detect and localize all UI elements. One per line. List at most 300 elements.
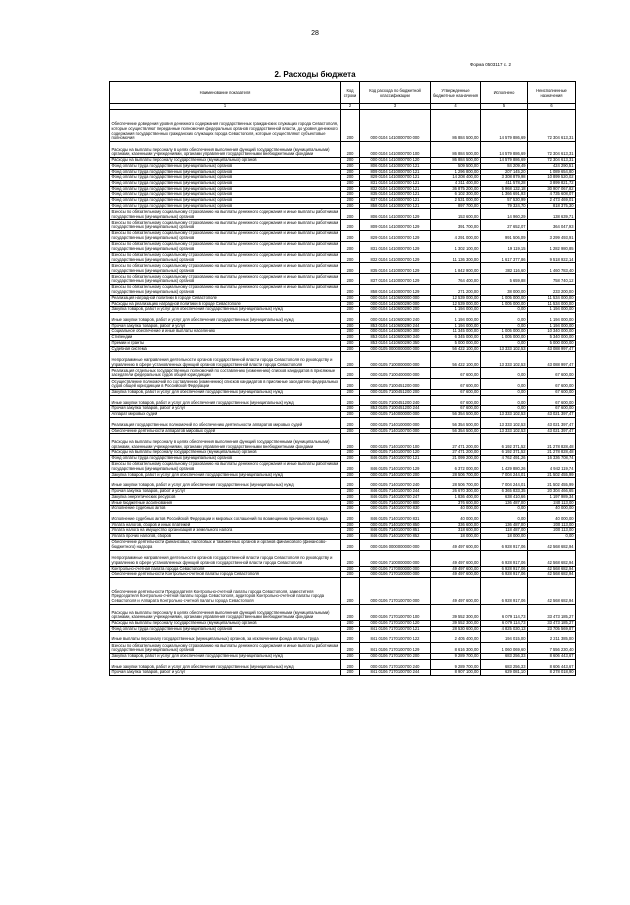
row-done: 411 578,28 — [481, 180, 528, 186]
row-done: 6 928 917,06 — [481, 578, 528, 605]
table-row — [110, 241, 576, 252]
form-label: Форма 0503117 с. 2 — [470, 62, 511, 67]
row-plan: 1 836 400,00 — [431, 494, 481, 500]
row-name: Социальное обеспечение и иные выплаты населению — [110, 329, 341, 335]
row-done: 18 000,00 — [481, 534, 528, 540]
row-kbk: 841 0106 7170100700 122 — [360, 632, 431, 643]
row-name: Реализация государственных полномочий по обеспечению деятельности аппаратов мировых судей — [110, 417, 341, 428]
table-row — [110, 659, 576, 670]
row-kbk: 809 0104 1410000700 129 — [360, 220, 431, 231]
row-plan: 391 700,00 — [431, 220, 481, 231]
row-code: 200 — [341, 169, 360, 175]
row-kbk: 000 0104 1410600290 300 — [360, 329, 431, 335]
row-done: 136 487,00 — [481, 500, 528, 506]
row-code: 200 — [341, 163, 360, 169]
row-rest: 5 000 000,00 — [528, 340, 576, 346]
row-done: 207 145,20 — [481, 169, 528, 175]
row-kbk: 000 0105 7140100000 000 — [360, 417, 431, 428]
table-row — [110, 263, 576, 274]
row-kbk: 000 0104 1410000700 120 — [360, 158, 431, 164]
header-done: Исполнено — [481, 82, 528, 104]
row-code: 200 — [341, 241, 360, 252]
row-rest: 43 021 397,47 — [528, 428, 576, 434]
row-done: 0,00 — [481, 379, 528, 390]
row-name: Иные закупки товаров, работ и услуг для обеспечения государственных (муниципальных) нужд — [110, 395, 341, 406]
row-kbk: 841 0106 7170100700 121 — [360, 626, 431, 632]
header-plan: Утвержденные бюджетные назначения — [431, 82, 481, 104]
row-plan: 49 497 600,00 — [431, 566, 481, 572]
row-kbk: 000 0106 0000000000 000 — [360, 539, 431, 550]
row-plan: 86 884 500,00 — [431, 158, 481, 164]
row-rest: 23 705 569,87 — [528, 626, 576, 632]
row-kbk: 000 0105 7140100700 200 — [360, 472, 431, 478]
row-done: 57 530,99 — [481, 198, 528, 204]
row-kbk: 835 0104 1410000700 121 — [360, 192, 431, 198]
row-kbk: 841 0106 7170100700 244 — [360, 670, 431, 676]
row-code: 200 — [341, 263, 360, 274]
row-kbk: 832 0104 1410000700 129 — [360, 252, 431, 263]
row-done: 1 005 000,00 — [481, 301, 528, 307]
row-done: 683 256,33 — [481, 653, 528, 659]
row-code: 200 — [341, 620, 360, 626]
row-name: Премии и гранты — [110, 340, 341, 346]
row-done: 1 005 000,00 — [481, 335, 528, 341]
row-done: 19 119,15 — [481, 241, 528, 252]
row-plan: 56 354 500,00 — [431, 428, 481, 434]
row-code: 200 — [341, 368, 360, 379]
row-code: 200 — [341, 539, 360, 550]
row-code: 200 — [341, 417, 360, 428]
header-code: Код строки — [341, 82, 360, 104]
row-name: Исполнение судебных актов — [110, 506, 341, 512]
row-rest: 9 518 922,14 — [528, 252, 576, 263]
row-rest: 42 568 682,94 — [528, 539, 576, 550]
row-plan: 11 345 000,00 — [431, 329, 481, 335]
row-code: 200 — [341, 323, 360, 329]
row-kbk: 858 0104 1410000700 121 — [360, 203, 431, 209]
row-kbk: 000 0104 1410600000 000 — [360, 295, 431, 301]
row-plan: 67 600,00 — [431, 368, 481, 379]
row-code: 200 — [341, 312, 360, 323]
header-name: Наименование показателя — [110, 82, 341, 104]
row-done: 1 060 069,60 — [481, 643, 528, 654]
row-name: Уплата налогов, сборов и иных платежей — [110, 522, 341, 528]
row-plan: 28 506 700,00 — [431, 472, 481, 478]
row-name: Закупка товаров, работ и услуг для обеспечения государственных (муниципальных) нужд — [110, 472, 341, 478]
row-name: Взносы по обязательному социальному страхованию на выплаты денежного содержания и иные выплаты работникам государственных (муниципальных) органов — [110, 231, 341, 242]
row-kbk: 000 0104 1410600290 240 — [360, 312, 431, 323]
row-code: 200 — [341, 522, 360, 528]
row-rest: 42 568 682,94 — [528, 550, 576, 566]
row-plan: 56 354 500,00 — [431, 417, 481, 428]
table-row — [110, 312, 576, 323]
row-code: 200 — [341, 307, 360, 313]
row-done: 6 192 371,52 — [481, 434, 528, 450]
row-kbk: 858 0104 1410000700 129 — [360, 285, 431, 296]
row-code: 200 — [341, 395, 360, 406]
row-rest: 10 899 520,02 — [528, 175, 576, 181]
row-kbk: 000 0106 7170100700 000 — [360, 578, 431, 605]
row-code: 200 — [341, 110, 360, 142]
row-plan: 6 372 000,00 — [431, 461, 481, 472]
row-rest: 43 021 397,47 — [528, 412, 576, 418]
row-done: 0,00 — [481, 368, 528, 379]
row-kbk: 000 0106 7170100700 200 — [360, 653, 431, 659]
row-done: 6 365 833,35 — [481, 489, 528, 495]
row-name: Аппарат мировых судей — [110, 412, 341, 418]
row-name: Взносы по обязательному социальному страхованию на выплаты денежного содержания и иные выплаты работникам государственных (муниципальных) органов — [110, 285, 341, 296]
row-plan: 1 194 000,00 — [431, 312, 481, 323]
row-plan: 56 422 100,00 — [431, 352, 481, 368]
row-plan: 764 400,00 — [431, 274, 481, 285]
row-code: 200 — [341, 186, 360, 192]
row-rest: 43 088 997,47 — [528, 352, 576, 368]
row-rest: 67 600,00 — [528, 379, 576, 390]
row-plan: 56 354 500,00 — [431, 412, 481, 418]
row-rest: 30 907 067,82 — [528, 186, 576, 192]
row-kbk: 000 0106 7170100700 120 — [360, 620, 431, 626]
row-plan: 12 539 000,00 — [431, 295, 481, 301]
row-done: 0,00 — [481, 307, 528, 313]
row-kbk: 000 0105 7140100700 100 — [360, 434, 431, 450]
row-plan: 1 842 900,00 — [431, 263, 481, 274]
table-row — [110, 252, 576, 263]
row-name: Взносы по обязательному социальному страхованию на выплаты денежного содержания и иные выплаты работникам государственных (муниципальных) органов — [110, 643, 341, 654]
row-rest: 200 113,00 — [528, 528, 576, 534]
row-code: 200 — [341, 659, 360, 670]
row-rest: 240 113,00 — [528, 500, 576, 506]
row-plan: 18 000,00 — [431, 534, 481, 540]
row-plan: 40 000,00 — [431, 511, 481, 522]
row-name: Иные закупки товаров, работ и услуг для обеспечения государственных (муниципальных) нужд — [110, 478, 341, 489]
row-name: Обеспечение доведения уровня денежного содержания государственных гражданских служащих города Севастополя, которые осуществляют переданные полномочия федеральных органов государственной власти, до уровня денежного содержания государственных гражданских служащих города Севастополя, которые осуществляют субъектовые полномочия — [110, 110, 341, 142]
row-code: 200 — [341, 192, 360, 198]
row-done: 3 308 879,98 — [481, 175, 528, 181]
row-name: Расходы на выплаты персоналу государственных (муниципальных) органов — [110, 158, 341, 164]
row-plan: 56 422 100,00 — [431, 346, 481, 352]
row-code: 200 — [341, 626, 360, 632]
row-code: 200 — [341, 295, 360, 301]
row-rest: 2 211 385,00 — [528, 632, 576, 643]
row-kbk: 846 0105 7140100700 851 — [360, 528, 431, 534]
row-plan: 67 600,00 — [431, 406, 481, 412]
row-plan: 27 471 200,00 — [431, 434, 481, 450]
row-plan: 21 099 200,00 — [431, 456, 481, 462]
row-kbk: 832 0104 1410000700 121 — [360, 186, 431, 192]
row-done: 683 256,33 — [481, 659, 528, 670]
col-index: 6 — [528, 104, 576, 110]
row-rest: 758 740,12 — [528, 274, 576, 285]
row-rest: 0,00 — [528, 534, 576, 540]
row-plan: 9 289 700,00 — [431, 653, 481, 659]
row-done: 0,00 — [481, 312, 528, 323]
table-row — [110, 142, 576, 158]
row-rest: 43 021 397,47 — [528, 417, 576, 428]
row-done: 991 506,09 — [481, 231, 528, 242]
row-rest: 42 568 682,94 — [528, 578, 576, 605]
row-plan: 67 600,00 — [431, 379, 481, 390]
row-code: 200 — [341, 550, 360, 566]
row-plan: 376 600,00 — [431, 500, 481, 506]
row-done: 13 333 102,53 — [481, 428, 528, 434]
row-plan: 6 102 300,00 — [431, 192, 481, 198]
row-done: 13 333 102,53 — [481, 346, 528, 352]
row-code: 200 — [341, 406, 360, 412]
row-done: 27 652,07 — [481, 220, 528, 231]
row-code: 200 — [341, 450, 360, 456]
row-rest: 3 299 493,91 — [528, 231, 576, 242]
row-kbk: 831 0104 1410000700 129 — [360, 241, 431, 252]
row-kbk: 846 0105 7140100700 121 — [360, 456, 431, 462]
row-kbk: 000 0105 7140000000 000 — [360, 412, 431, 418]
row-rest: 1 089 654,80 — [528, 169, 576, 175]
row-rest: 8 278 018,90 — [528, 670, 576, 676]
row-kbk: 000 0106 7170100000 000 — [360, 572, 431, 578]
row-plan: 8 907 100,00 — [431, 670, 481, 676]
row-done: 5 659,88 — [481, 274, 528, 285]
row-name: Прочая закупка товаров, работ и услуг — [110, 489, 341, 495]
row-plan: 8 616 300,00 — [431, 643, 481, 654]
row-code: 200 — [341, 379, 360, 390]
row-kbk: 837 0104 1410000700 129 — [360, 274, 431, 285]
row-done: 13 333 102,53 — [481, 412, 528, 418]
table-row — [110, 368, 576, 379]
expenses-table — [109, 81, 576, 676]
row-rest: 8 606 443,67 — [528, 659, 576, 670]
table-row — [110, 231, 576, 242]
row-plan: 153 600,00 — [431, 209, 481, 220]
row-kbk: 000 0104 1410000700 100 — [360, 142, 431, 158]
row-done: 6 928 917,06 — [481, 572, 528, 578]
page-number: 28 — [311, 30, 319, 37]
row-rest: 1 197 989,34 — [528, 494, 576, 500]
row-plan: 40 000,00 — [431, 506, 481, 512]
table-row — [110, 285, 576, 296]
row-rest: 10 340 000,00 — [528, 329, 576, 335]
row-code: 200 — [341, 500, 360, 506]
row-done: 638 410,66 — [481, 494, 528, 500]
row-rest: 21 278 828,48 — [528, 434, 576, 450]
row-plan: 39 552 300,00 — [431, 620, 481, 626]
col-index: 4 — [431, 104, 481, 110]
row-kbk: 000 0105 7100451200 240 — [360, 395, 431, 406]
row-rest: 200 113,00 — [528, 522, 576, 528]
table-row — [110, 209, 576, 220]
row-done: 0,00 — [481, 395, 528, 406]
row-rest: 5 340 000,00 — [528, 335, 576, 341]
row-code: 200 — [341, 412, 360, 418]
row-done: 4 825 030,13 — [481, 626, 528, 632]
row-done: 118 487,00 — [481, 528, 528, 534]
row-name: Реализация наградной политики в городе Севастополе — [110, 295, 341, 301]
row-rest: 4 735 608,07 — [528, 192, 576, 198]
row-name: Стипендии — [110, 335, 341, 341]
row-code: 200 — [341, 632, 360, 643]
row-code: 200 — [341, 578, 360, 605]
row-rest: 818 375,30 — [528, 203, 576, 209]
row-done: 6 928 917,06 — [481, 539, 528, 550]
row-name: Иные выплаты персоналу государственных (муниципальных) органов, за исключением фонда оплаты труда — [110, 632, 341, 643]
row-rest: 67 600,00 — [528, 406, 576, 412]
row-plan: 318 600,00 — [431, 528, 481, 534]
row-rest: 20 304 466,65 — [528, 489, 576, 495]
row-plan: 509 500,00 — [431, 163, 481, 169]
row-plan: 86 884 500,00 — [431, 110, 481, 142]
row-done: 0,00 — [481, 323, 528, 329]
row-name: Фонд оплаты труда государственных (муниципальных) органов — [110, 626, 341, 632]
row-kbk: 835 0104 1410000700 129 — [360, 263, 431, 274]
row-kbk: 000 0105 7140100700 120 — [360, 450, 431, 456]
row-name: Расходы на выплаты персоналу в целях обеспечения выполнения функций государственными (муниципальными) органами, казенными учреждениями, органами управления государственными внебюджетными фондами — [110, 434, 341, 450]
row-code: 200 — [341, 252, 360, 263]
row-done: 13 333 102,53 — [481, 417, 528, 428]
row-name: Обеспечение деятельности Председателя Контрольно-счетной палаты города Севастополя, заместителя Председателя Контрольно-счетной палаты города Севастополя, аудиторов Контрольно-счетной палаты города Севастополя и Аппарата Контрольно-счетной палаты города Севастополя — [110, 578, 341, 605]
row-code: 200 — [341, 670, 360, 676]
row-rest: 21 502 455,99 — [528, 472, 576, 478]
row-rest: 67 600,00 — [528, 389, 576, 395]
page-title: 2. Расходы бюджета — [274, 70, 356, 79]
row-name: Иные бюджетные ассигнования — [110, 500, 341, 506]
row-done: 6 079 114,73 — [481, 620, 528, 626]
row-code: 200 — [341, 301, 360, 307]
row-code: 200 — [341, 389, 360, 395]
row-done: 7 004 244,01 — [481, 478, 528, 489]
row-done: 6 192 371,52 — [481, 450, 528, 456]
row-name: Расходы на выплаты персоналу в целях обеспечения выполнения функций государственными (муниципальными) органами, казенными учреждениями, органами управления государственными внебюджетными фондами — [110, 604, 341, 620]
row-rest: 40 000,00 — [528, 506, 576, 512]
row-code: 200 — [341, 203, 360, 209]
row-plan: 39 552 300,00 — [431, 604, 481, 620]
row-name: Фонд оплаты труда государственных (муниципальных) органов — [110, 203, 341, 209]
row-kbk: 841 0106 7170100700 129 — [360, 643, 431, 654]
row-name: Закупка энергетических ресурсов — [110, 494, 341, 500]
row-name: Расходы на выплаты персоналу в целях обеспечения выполнения функций государственными (муниципальными) органами, казенными учреждениями, органами управления государственными внебюджетными фондами — [110, 142, 341, 158]
row-done: 14 579 886,69 — [481, 142, 528, 158]
row-code: 200 — [341, 653, 360, 659]
row-plan: 271 200,00 — [431, 285, 481, 296]
table-row — [110, 417, 576, 428]
row-done: 136 487,00 — [481, 522, 528, 528]
row-name: Фонд оплаты труда государственных (муниципальных) органов — [110, 180, 341, 186]
row-name: Обеспечение деятельности Контрольно-счетной палаты города Севастополя — [110, 572, 341, 578]
row-name: Закупка товаров, работ и услуг для обеспечения государственных (муниципальных) нужд — [110, 389, 341, 395]
row-code: 200 — [341, 456, 360, 462]
row-rest: 67 600,00 — [528, 368, 576, 379]
table-row — [110, 110, 576, 142]
row-code: 200 — [341, 604, 360, 620]
table-row — [110, 511, 576, 522]
row-rest: 43 088 997,47 — [528, 346, 576, 352]
row-rest: 42 568 682,94 — [528, 566, 576, 572]
row-rest: 21 502 455,99 — [528, 478, 576, 489]
table-row — [110, 632, 576, 643]
row-done: 0,00 — [481, 406, 528, 412]
row-rest: 1 194 000,00 — [528, 323, 576, 329]
row-rest: 7 556 230,40 — [528, 643, 576, 654]
row-name: Взносы по обязательному социальному страхованию на выплаты денежного содержания и иные выплаты работникам государственных (муниципальных) органов — [110, 252, 341, 263]
row-plan: 2 405 400,00 — [431, 632, 481, 643]
row-kbk: 846 0105 7140100700 831 — [360, 511, 431, 522]
row-name: Взносы по обязательному социальному страхованию на выплаты денежного содержания и иные выплаты работникам государственных (муниципальных) органов — [110, 461, 341, 472]
row-name: Фонд оплаты труда государственных (муниципальных) органов — [110, 163, 341, 169]
row-done: 629 081,10 — [481, 670, 528, 676]
row-done: 79 324,70 — [481, 203, 528, 209]
row-plan: 4 291 000,00 — [431, 231, 481, 242]
row-rest: 40 000,00 — [528, 511, 576, 522]
row-rest: 72 304 613,31 — [528, 110, 576, 142]
row-done: 5 968 132,18 — [481, 186, 528, 192]
header-kbk: Код расхода по бюджетной классификации — [360, 82, 431, 104]
col-index: 3 — [360, 104, 431, 110]
row-kbk: 829 0104 1410000700 129 — [360, 231, 431, 242]
row-code: 200 — [341, 220, 360, 231]
row-code: 200 — [341, 506, 360, 512]
row-code: 200 — [341, 329, 360, 335]
row-name: Прочая закупка товаров, работ и услуг — [110, 323, 341, 329]
row-plan: 49 497 600,00 — [431, 539, 481, 550]
row-rest: 1 194 000,00 — [528, 312, 576, 323]
row-plan: 897 700,00 — [431, 203, 481, 209]
row-rest: 364 047,93 — [528, 220, 576, 231]
row-kbk: 000 0105 7100451200 000 — [360, 379, 431, 390]
row-kbk: 853 0104 1410600290 350 — [360, 340, 431, 346]
row-code: 200 — [341, 434, 360, 450]
row-kbk: 806 0104 1410000700 121 — [360, 163, 431, 169]
row-code: 200 — [341, 494, 360, 500]
row-done: 194 015,00 — [481, 632, 528, 643]
row-kbk: 837 0104 1410000700 121 — [360, 198, 431, 204]
row-plan: 1 302 100,00 — [431, 241, 481, 252]
table-row — [110, 539, 576, 550]
row-done: 1 366 691,93 — [481, 192, 528, 198]
row-name: Взносы по обязательному социальному страхованию на выплаты денежного содержания и иные выплаты работникам государственных (муниципальных) органов — [110, 220, 341, 231]
row-kbk: 846 0105 7140100700 129 — [360, 461, 431, 472]
row-kbk: 000 0104 1410000700 000 — [360, 110, 431, 142]
table-row — [110, 395, 576, 406]
row-plan: 336 600,00 — [431, 522, 481, 528]
row-kbk: 853 0104 1410600290 244 — [360, 323, 431, 329]
row-plan: 1 194 000,00 — [431, 323, 481, 329]
row-name: Обеспечение деятельности аппаратов мировых судей — [110, 428, 341, 434]
row-rest: 11 534 000,00 — [528, 295, 576, 301]
row-kbk: 000 0106 7170100700 100 — [360, 604, 431, 620]
row-done: 14 579 886,69 — [481, 110, 528, 142]
row-name: Закупка товаров, работ и услуг для обеспечения государственных (муниципальных) нужд — [110, 653, 341, 659]
row-code: 200 — [341, 428, 360, 434]
header-rest: Неисполненные назначения — [528, 82, 576, 104]
row-code: 200 — [341, 643, 360, 654]
row-done: 13 333 102,53 — [481, 352, 528, 368]
row-plan: 26 670 300,00 — [431, 489, 481, 495]
row-name: Взносы по обязательному социальному страхованию на выплаты денежного содержания и иные выплаты работникам государственных (муниципальных) органов — [110, 263, 341, 274]
row-plan: 36 875 200,00 — [431, 186, 481, 192]
row-name: Непрограммные направления деятельности органов государственной власти города Севастополя по руководству и управлению в сфере установленных функций органов государственной власти города Севастополя — [110, 550, 341, 566]
row-rest: 233 200,00 — [528, 285, 576, 296]
row-rest: 8 606 443,67 — [528, 653, 576, 659]
row-name: Фонд оплаты труда государственных (муниципальных) органов — [110, 192, 341, 198]
row-done: 0,00 — [481, 340, 528, 346]
col-index: 2 — [341, 104, 360, 110]
row-code: 200 — [341, 285, 360, 296]
row-code: 200 — [341, 142, 360, 158]
row-code: 200 — [341, 231, 360, 242]
row-done: 38 000,00 — [481, 285, 528, 296]
table-row — [110, 274, 576, 285]
row-rest: 138 639,71 — [528, 209, 576, 220]
row-kbk: 000 0106 7170100700 240 — [360, 659, 431, 670]
row-code: 200 — [341, 198, 360, 204]
table-row — [110, 478, 576, 489]
